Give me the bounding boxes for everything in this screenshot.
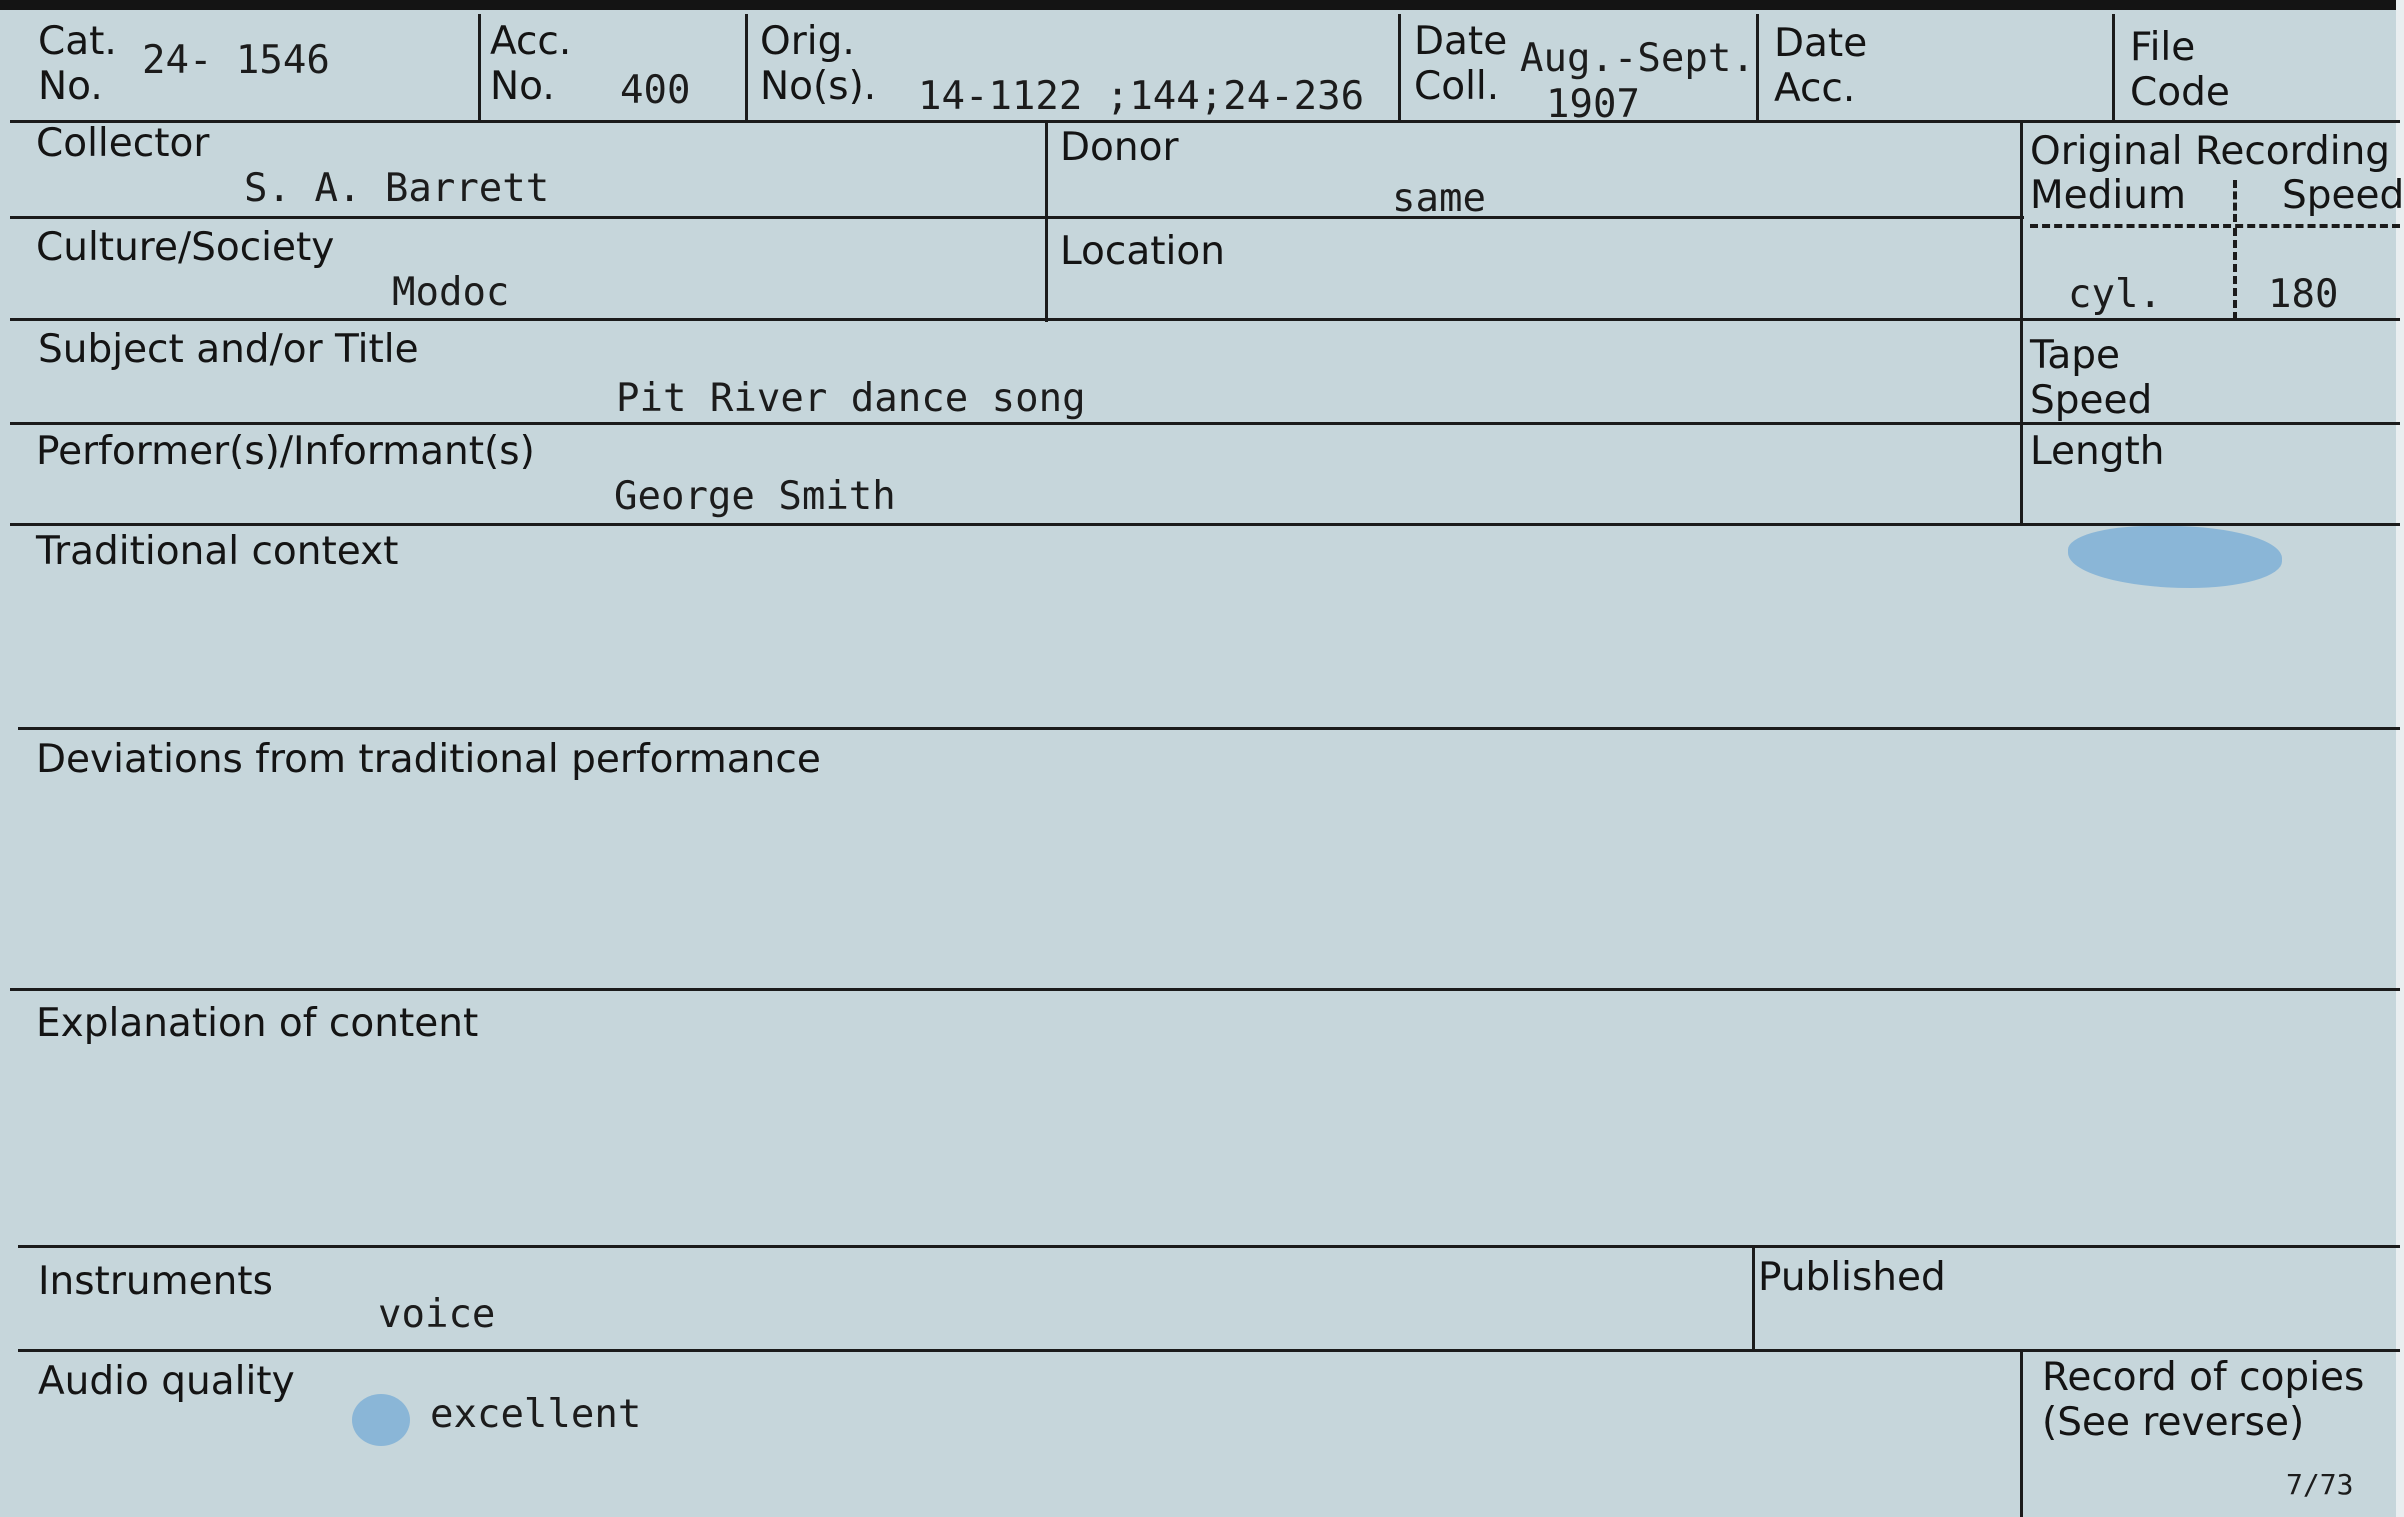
ink-stain <box>2068 526 2282 588</box>
collector-value: S. A. Barrett <box>244 166 550 211</box>
audio-quality-value: excellent <box>430 1392 642 1437</box>
instruments-value: voice <box>378 1292 496 1337</box>
performer-value: George Smith <box>614 474 896 519</box>
rule <box>10 216 2024 219</box>
recording-divider <box>2233 180 2237 222</box>
audio-quality-label: Audio quality <box>38 1359 295 1404</box>
traditional-context-label: Traditional context <box>36 529 399 574</box>
ink-stain <box>352 1394 410 1446</box>
rule <box>2112 14 2115 120</box>
date-coll-label: Date Coll. <box>1414 19 1508 109</box>
record-of-copies-label: Record of copies (See reverse) <box>2042 1355 2365 1445</box>
rule <box>10 318 2400 321</box>
performer-label: Performer(s)/Informant(s) <box>36 429 535 474</box>
date-acc-label: Date Acc. <box>1774 21 1868 111</box>
tape-speed-label: Tape Speed <box>2030 333 2153 423</box>
length-label: Length <box>2030 429 2165 474</box>
rule <box>18 1349 2400 1352</box>
recording-divider <box>2233 228 2237 320</box>
medium-value: cyl. <box>2068 272 2162 317</box>
instruments-label: Instruments <box>38 1259 273 1304</box>
rule <box>1398 14 1401 120</box>
cat-no-label: Cat. No. <box>38 19 117 109</box>
explanation-label: Explanation of content <box>36 1001 479 1046</box>
date-coll-value-bottom: 1907 <box>1546 82 1640 127</box>
file-code-label: File Code <box>2130 25 2230 115</box>
cat-no-value: 24- 1546 <box>142 38 330 83</box>
rule <box>18 1245 2400 1248</box>
recording-divider <box>2030 224 2400 228</box>
acc-no-value: 400 <box>620 68 691 113</box>
culture-value: Modoc <box>392 270 510 315</box>
rule <box>10 988 2400 991</box>
rule <box>2020 120 2023 525</box>
original-recording-label: Original Recording <box>2030 129 2391 174</box>
orig-nos-label: Orig. No(s). <box>760 19 877 109</box>
rule <box>745 14 748 120</box>
location-label: Location <box>1060 229 1225 274</box>
donor-value: same <box>1392 176 1486 221</box>
orig-nos-value: 14-1122 ;144;24-236 <box>918 74 1365 119</box>
rule <box>10 120 2400 123</box>
speed-value: 180 <box>2268 272 2339 317</box>
rule <box>478 14 481 120</box>
subject-label: Subject and/or Title <box>38 327 419 372</box>
donor-label: Donor <box>1060 125 1179 170</box>
footnote: 7/73 <box>2286 1468 2354 1501</box>
date-coll-value-top: Aug.-Sept. <box>1520 36 1755 81</box>
culture-label: Culture/Society <box>36 225 335 270</box>
acc-no-label: Acc. No. <box>490 19 572 109</box>
rule <box>1045 120 1048 322</box>
rule <box>18 727 2400 730</box>
rule <box>1756 14 1759 120</box>
rule <box>1752 1245 1755 1351</box>
rule <box>2020 1349 2023 1517</box>
subject-value: Pit River dance song <box>616 376 1086 421</box>
speed-label: Speed <box>2282 173 2404 218</box>
medium-label: Medium <box>2030 173 2186 218</box>
collector-label: Collector <box>36 121 210 166</box>
published-label: Published <box>1758 1255 1946 1300</box>
deviations-label: Deviations from traditional performance <box>36 737 821 782</box>
card-top-edge <box>0 0 2404 10</box>
rule <box>10 523 2400 526</box>
